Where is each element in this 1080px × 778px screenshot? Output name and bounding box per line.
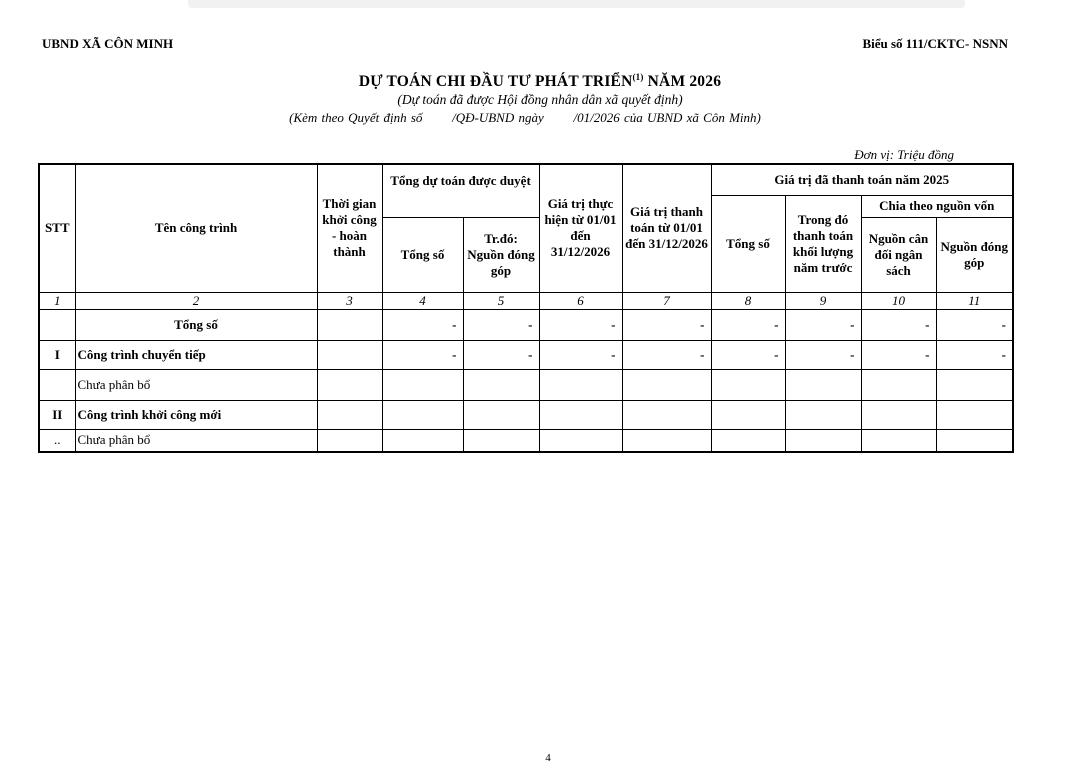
col-number: 8: [711, 292, 785, 309]
cell-empty: [861, 429, 936, 452]
table-row-unallocated-2: [39, 429, 1013, 452]
col-number: 9: [785, 292, 861, 309]
col-tong-so: Tổng số: [382, 217, 463, 292]
cell-value: -: [785, 340, 861, 369]
cell-label: Công trình chuyển tiếp: [75, 340, 317, 369]
title-main: DỰ TOÁN CHI ĐẦU TƯ PHÁT TRIỂN: [358, 73, 633, 91]
cell-value: -: [711, 340, 785, 369]
cell-empty: [711, 400, 785, 429]
page-number: 4: [545, 752, 551, 764]
cell-value: -: [785, 309, 861, 340]
cell-empty: [463, 429, 539, 452]
document-title: [0, 72, 1080, 91]
cell-empty: [785, 429, 861, 452]
cell-stt: I: [39, 340, 75, 369]
title-footnote-mark: (1): [632, 72, 644, 82]
column-number-row: [39, 292, 1013, 309]
cell-empty: [382, 369, 463, 400]
cell-empty: [622, 369, 711, 400]
title-year: NĂM 2026: [643, 73, 722, 91]
cell-empty: [463, 369, 539, 400]
cell-empty: [317, 340, 382, 369]
cell-value: -: [711, 309, 785, 340]
cell-empty: [936, 400, 1013, 429]
cell-label: Công trình khởi công mới: [75, 400, 317, 429]
col-number: 4: [382, 292, 463, 309]
table-row-unallocated-1: [39, 369, 1013, 400]
cell-empty: [785, 400, 861, 429]
cell-value: -: [861, 309, 936, 340]
col-number: 11: [936, 292, 1013, 309]
col-ten-cong-trinh: Tên công trình: [75, 164, 317, 292]
cell-value: -: [936, 309, 1013, 340]
col-number: 5: [463, 292, 539, 309]
cell-empty: [317, 309, 382, 340]
col-number: 10: [861, 292, 936, 309]
top-scroll-bar: [188, 0, 965, 8]
issuer-name: UBND XÃ CÔN MINH: [42, 36, 174, 51]
cell-empty: [711, 369, 785, 400]
cell-stt: [39, 369, 75, 400]
unit-label: Đơn vị: Triệu đồng: [854, 147, 954, 162]
cell-empty: [622, 400, 711, 429]
table-row-total: [39, 309, 1013, 340]
cell-stt: ..: [39, 429, 75, 452]
col-stt: STT: [39, 164, 75, 292]
col-nguon-can-doi: Nguồn cân đối ngân sách: [861, 217, 936, 292]
form-number: Biểu số 111/CKTC- NSNN: [862, 36, 1008, 51]
col-number: 3: [317, 292, 382, 309]
cell-value: -: [382, 340, 463, 369]
cell-value: -: [463, 340, 539, 369]
cell-value: -: [622, 340, 711, 369]
table-row-section-1: [39, 340, 1013, 369]
col-number: 2: [75, 292, 317, 309]
cell-stt: [39, 309, 75, 340]
cell-empty: [861, 369, 936, 400]
cell-empty: [711, 429, 785, 452]
col-tong-du-toan: Tổng dự toán được duyệt: [382, 164, 539, 217]
cell-value: -: [539, 309, 622, 340]
cell-label: Tổng số: [75, 309, 317, 340]
col-gia-tri-thuc-hien: Giá trị thực hiện từ 01/01 đến 31/12/2026: [539, 164, 622, 292]
col-trong-do: Trong đó thanh toán khối lượng năm trước: [785, 195, 861, 292]
document-subtitle: (Dự toán đã được Hội đồng nhân dân xã quyết định): [397, 92, 683, 107]
col-thoi-gian: Thời gian khởi công - hoàn thành: [317, 164, 382, 292]
cell-value: -: [382, 309, 463, 340]
cell-empty: [785, 369, 861, 400]
budget-table: [38, 163, 1014, 453]
cell-empty: [622, 429, 711, 452]
col-number: 1: [39, 292, 75, 309]
cell-value: -: [936, 340, 1013, 369]
cell-value: -: [861, 340, 936, 369]
cell-empty: [936, 429, 1013, 452]
cell-empty: [936, 369, 1013, 400]
cell-empty: [317, 400, 382, 429]
cell-empty: [317, 429, 382, 452]
cell-empty: [539, 429, 622, 452]
cell-empty: [463, 400, 539, 429]
document-reference: (Kèm theo Quyết định số /QĐ-UBND ngày /01/2026 của UBND xã Côn Minh): [289, 110, 761, 125]
col-nguon-dong-gop: Nguồn đóng góp: [936, 217, 1013, 292]
col-tong-so-2: Tổng số: [711, 195, 785, 292]
cell-value: -: [622, 309, 711, 340]
col-gia-tri-da-thanh-toan: Giá trị đã thanh toán năm 2025: [711, 164, 1013, 195]
col-tr-do: Tr.đó: Nguồn đóng góp: [463, 217, 539, 292]
cell-empty: [539, 369, 622, 400]
cell-empty: [317, 369, 382, 400]
cell-empty: [539, 400, 622, 429]
cell-label: Chưa phân bổ: [75, 369, 317, 400]
cell-empty: [861, 400, 936, 429]
col-number: 7: [622, 292, 711, 309]
cell-label: Chưa phân bổ: [75, 429, 317, 452]
table-row-section-2: [39, 400, 1013, 429]
cell-stt: II: [39, 400, 75, 429]
col-gia-tri-thanh-toan: Giá trị thanh toán từ 01/01 đến 31/12/2026: [622, 164, 711, 292]
col-chia-theo-nguon-von: Chia theo nguồn vốn: [861, 195, 1013, 217]
header-row-1: [39, 164, 1013, 195]
cell-value: -: [539, 340, 622, 369]
col-number: 6: [539, 292, 622, 309]
cell-empty: [382, 400, 463, 429]
cell-value: -: [463, 309, 539, 340]
cell-empty: [382, 429, 463, 452]
